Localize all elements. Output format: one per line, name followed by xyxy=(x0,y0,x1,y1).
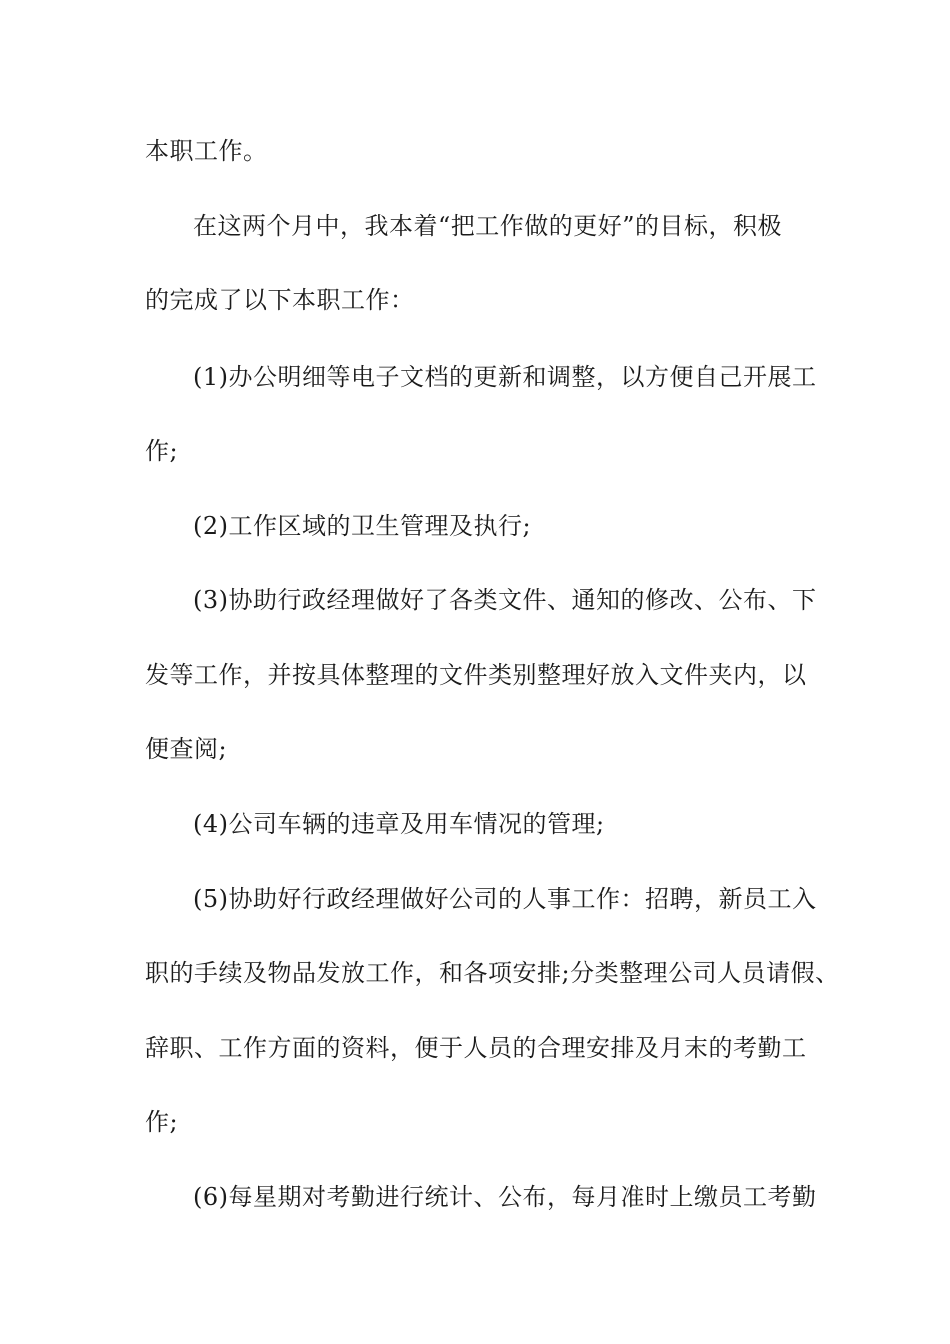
text-line: 辞职、工作方面的资料，便于人员的合理安排及月末的考勤工 xyxy=(145,1034,807,1062)
list-item-6-first-line: (6)每星期对考勤进行统计、公布，每月准时上缴员工考勤 xyxy=(193,1183,817,1211)
paragraph-first-line: 在这两个月中，我本着“把工作做的更好”的目标，积极 xyxy=(193,212,783,240)
list-item-1-first-line: (1)办公明细等电子文档的更新和调整，以方便自己开展工 xyxy=(193,363,817,391)
list-item-5-first-line: (5)协助好行政经理做好公司的人事工作：招聘，新员工入 xyxy=(193,885,817,913)
text-line: 职的手续及物品发放工作，和各项安排;分类整理公司人员请假、 xyxy=(145,959,840,987)
text-line: 便查阅; xyxy=(145,735,228,763)
list-item-3-first-line: (3)协助行政经理做好了各类文件、通知的修改、公布、下 xyxy=(193,586,817,614)
list-item-4: (4)公司车辆的违章及用车情况的管理; xyxy=(193,810,605,838)
text-line: 本职工作。 xyxy=(145,137,268,165)
text-line: 的完成了以下本职工作： xyxy=(145,286,415,314)
text-line: 作; xyxy=(145,437,179,465)
text-line: 发等工作，并按具体整理的文件类别整理好放入文件夹内，以 xyxy=(145,661,807,689)
text-line: 作; xyxy=(145,1108,179,1136)
list-item-2: (2)工作区域的卫生管理及执行; xyxy=(193,512,532,540)
